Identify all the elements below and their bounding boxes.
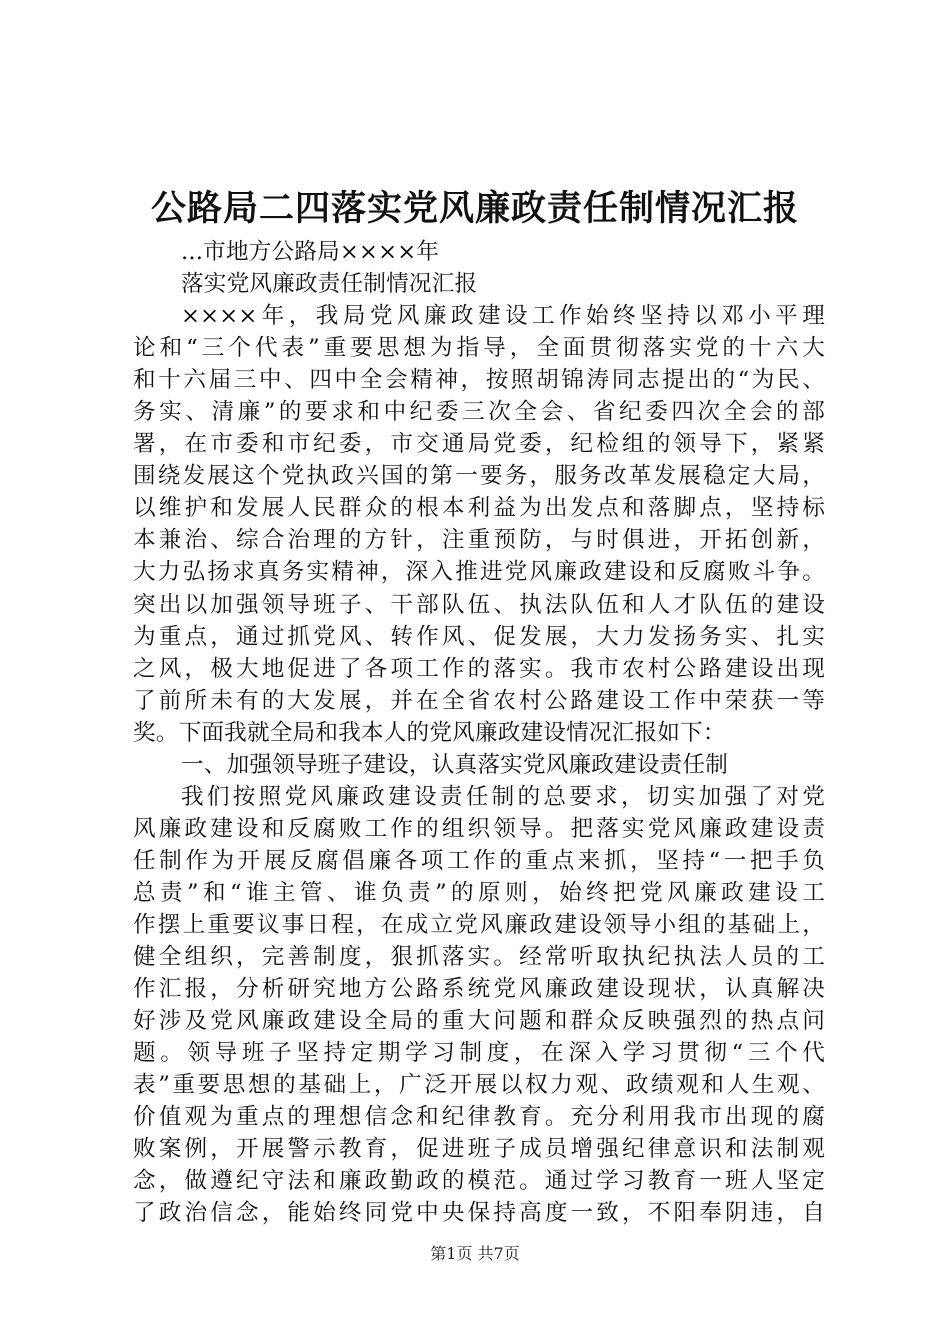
text-line: 以维护和发展人民群众的根本利益为出发点和落脚点，坚持标 — [133, 495, 825, 522]
text-line: 价值观为重点的理想信念和纪律教育。充分利用我市出现的腐 — [133, 1104, 825, 1131]
text-line: 总责”和“谁主管、谁负责”的原则，始终把党风廉政建设工 — [133, 879, 825, 906]
text-line: 本兼治、综合治理的方针，注重预防，与时俱进，开拓创新， — [133, 527, 825, 554]
text-line: 作汇报，分析研究地方公路系统党风廉政建设现状，认真解决 — [133, 976, 825, 1003]
document-body — [133, 236, 825, 1229]
section-heading: 一、加强领导班子建设，认真落实党风廉政建设责任制 — [181, 751, 729, 778]
text-line: 突出以加强领导班子、干部队伍、执法队伍和人才队伍的建设 — [133, 591, 825, 618]
text-line: 表”重要思想的基础上，广泛开展以权力观、政绩观和人生观、 — [133, 1072, 825, 1099]
text-line: ××××年，我局党风廉政建设工作始终坚持以邓小平理 — [181, 303, 825, 330]
text-line: 大力弘扬求真务实精神，深入推进党风廉政建设和反腐败斗争。 — [133, 559, 825, 586]
text-line: 健全组织，完善制度，狠抓落实。经常听取执纪执法人员的工 — [133, 944, 825, 971]
text-line: 念，做遵纪守法和廉政勤政的模范。通过学习教育一班人坚定 — [133, 1168, 825, 1195]
text-line: 风廉政建设和反腐败工作的组织领导。把落实党风廉政建设责 — [133, 815, 825, 842]
text-line: 和十六届三中、四中全会精神，按照胡锦涛同志提出的“为民、 — [133, 367, 825, 394]
text-line: 我们按照党风廉政建设责任制的总要求，切实加强了对党 — [181, 783, 825, 810]
text-line: 好涉及党风廉政建设全局的重大问题和群众反映强烈的热点问 — [133, 1008, 825, 1035]
document-title: 公路局二四落实党风廉政责任制情况汇报 — [150, 188, 799, 229]
text-line: 了政治信念，能始终同党中央保持高度一致，不阳奉阴违，自 — [133, 1200, 825, 1227]
text-line: 论和“三个代表”重要思想为指导，全面贯彻落实党的十六大 — [133, 335, 825, 362]
text-line: 题。领导班子坚持定期学习制度，在深入学习贯彻“三个代 — [133, 1040, 825, 1067]
text-line: 败案例，开展警示教育，促进班子成员增强纪律意识和法制观 — [133, 1136, 825, 1163]
page-number: 第1页 共7页 — [430, 1244, 520, 1263]
text-line: ...市地方公路局××××年 — [181, 239, 440, 265]
text-line: 围绕发展这个党执政兴国的第一要务，服务改革发展稳定大局， — [133, 463, 825, 490]
text-line: 务实、清廉”的要求和中纪委三次全会、省纪委四次全会的部 — [133, 399, 825, 426]
text-line: 落实党风廉政责任制情况汇报 — [181, 271, 478, 298]
text-line: 署，在市委和市纪委，市交通局党委，纪检组的领导下，紧紧 — [133, 431, 825, 458]
text-line: 任制作为开展反腐倡廉各项工作的重点来抓，坚持“一把手负 — [133, 847, 825, 874]
text-line: 为重点，通过抓党风、转作风、促发展，大力发扬务实、扎实 — [133, 623, 825, 650]
page-footer — [0, 1243, 950, 1265]
text-line: 了前所未有的大发展，并在全省农村公路建设工作中荣获一等 — [133, 687, 825, 714]
text-line: 作摆上重要议事日程，在成立党风廉政建设领导小组的基础上， — [133, 911, 825, 938]
text-line: 之风，极大地促进了各项工作的落实。我市农村公路建设出现 — [133, 655, 825, 682]
text-line: 奖。下面我就全局和我本人的党风廉政建设情况汇报如下： — [133, 719, 726, 746]
